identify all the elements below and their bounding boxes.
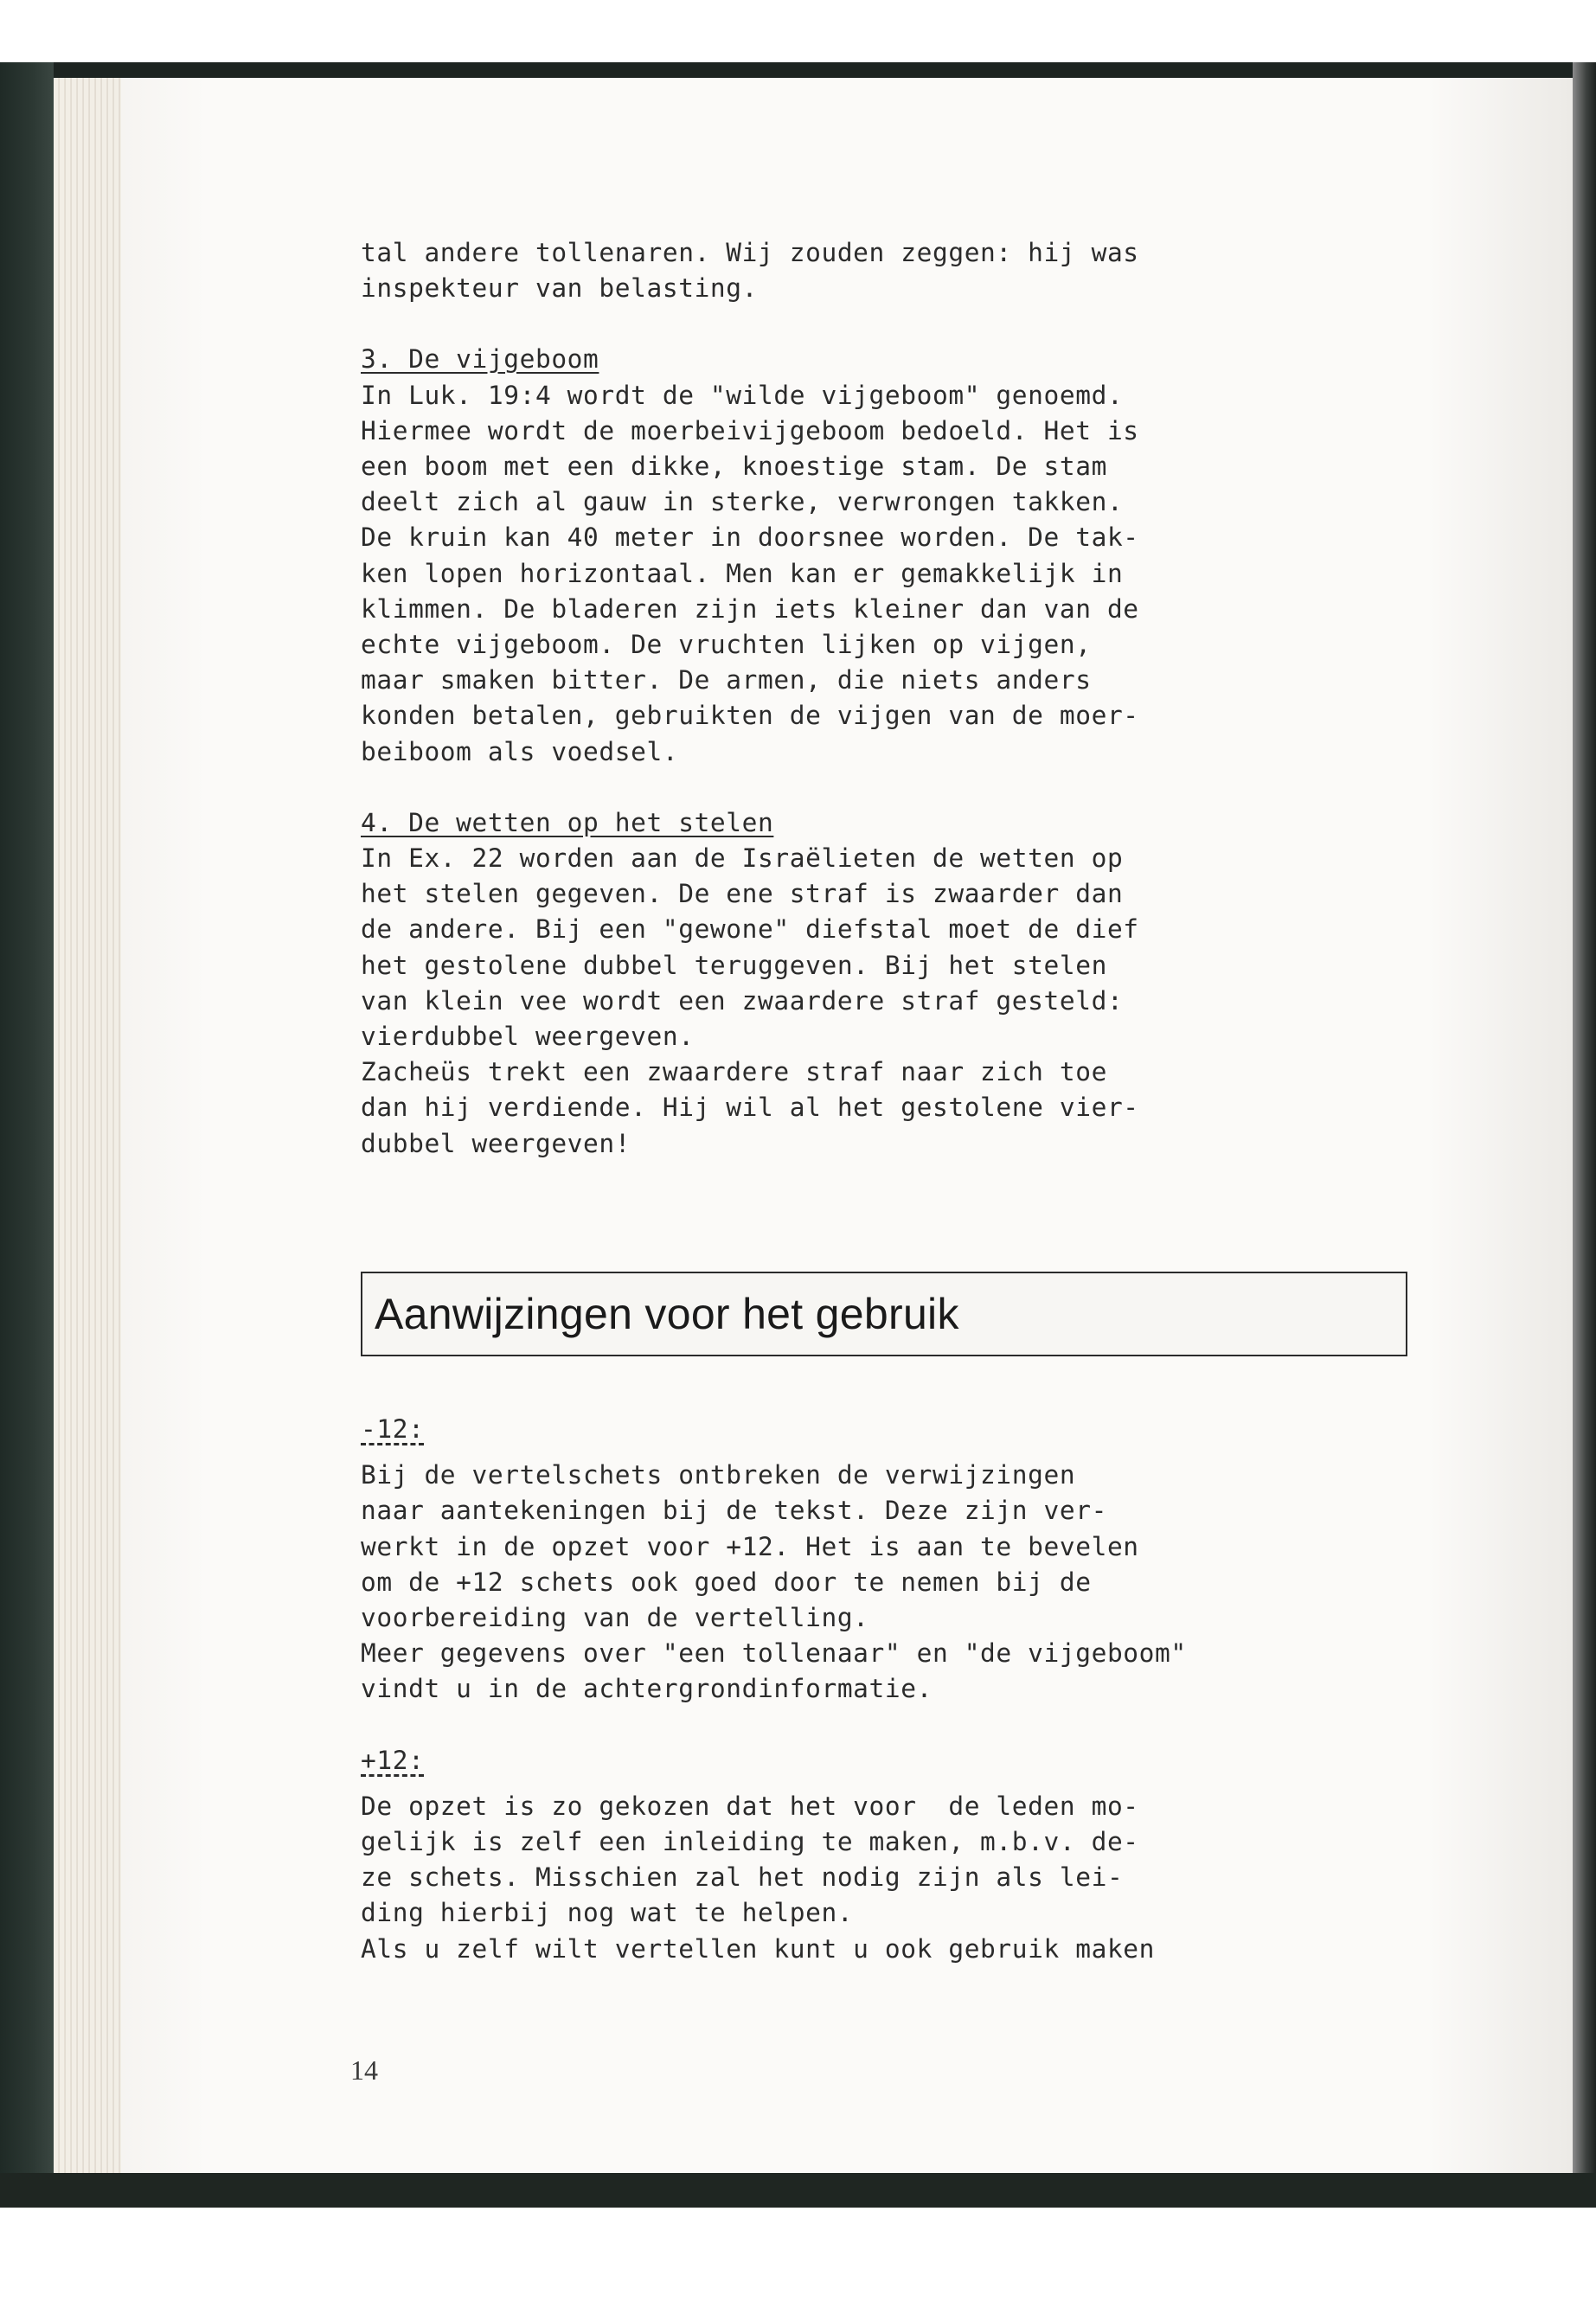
text-line: Zacheüs trekt een zwaardere straf naar zich toe	[361, 1057, 1107, 1087]
text-line: de andere. Bij een "gewone" diefstal moet de dief	[361, 914, 1139, 945]
book-binding-top	[0, 62, 1596, 78]
book-binding-right	[1573, 62, 1596, 2208]
text-line: ken lopen horizontaal. Men kan er gemakkelijk in	[361, 558, 1124, 588]
section-header-box	[361, 1272, 1407, 1356]
text-line: Als u zelf wilt vertellen kunt u ook gebruik maken	[361, 1933, 1156, 1964]
text-line: vierdubbel weergeven.	[361, 1022, 695, 1052]
text-line: voorbereiding van de vertelling.	[361, 1603, 869, 1633]
paragraph-gap	[361, 306, 1485, 342]
text-line: werkt in de opzet voor +12. Het is aan te bevelen	[361, 1531, 1139, 1561]
text-line: naar aantekeningen bij de tekst. Deze zijn ver-	[361, 1496, 1107, 1526]
text-line: gelijk is zelf een inleiding te maken, m.b.v. de-	[361, 1827, 1139, 1857]
text-line: dubbel weergeven!	[361, 1128, 631, 1158]
text-line: vindt u in de achtergrondinformatie.	[361, 1674, 933, 1704]
book-binding-bottom	[0, 2173, 1596, 2208]
text-line: echte vijgeboom. De vruchten lijken op vijgen,	[361, 630, 1092, 660]
text-line: het gestolene dubbel teruggeven. Bij het stelen	[361, 950, 1107, 980]
text-line: maar smaken bitter. De armen, die niets anders	[361, 665, 1092, 695]
text-line: De opzet is zo gekozen dat het voor de leden mo-	[361, 1791, 1139, 1821]
text-line: dan hij verdiende. Hij wil al het gestolene vier-	[361, 1093, 1139, 1123]
text-line: klimmen. De bladeren zijn iets kleiner dan van de	[361, 593, 1139, 624]
text-line: ze schets. Misschien zal het nodig zijn als lei-	[361, 1862, 1124, 1893]
paragraph-gap	[361, 770, 1485, 805]
text-column-bottom	[361, 1412, 1485, 1967]
text-line: konden betalen, gebruikten de vijgen van de moer-	[361, 701, 1139, 731]
page-edges	[54, 78, 121, 2173]
text-column-top	[361, 235, 1485, 1162]
text-line: Meer gegevens over "een tollenaar" en "de vijgeboom"	[361, 1638, 1187, 1669]
text-line: In Ex. 22 worden aan de Israëlieten de wetten op	[361, 843, 1124, 874]
text-line: een boom met een dikke, knoestige stam. De stam	[361, 452, 1107, 482]
subsection-heading: 3. De vijgeboom	[361, 344, 599, 375]
page-number: 14	[350, 2054, 378, 2086]
note-label: -12:	[361, 1414, 425, 1444]
text-line: deelt zich al gauw in sterke, verwrongen takken.	[361, 487, 1124, 517]
note-label: +12:	[361, 1745, 425, 1775]
text-line: beiboom als voedsel.	[361, 736, 679, 766]
paragraph-gap	[361, 1708, 1485, 1743]
book-binding-left	[0, 62, 54, 2190]
text-line: ding hierbij nog wat te helpen.	[361, 1898, 854, 1928]
text-line: tal andere tollenaren. Wij zouden zeggen: hij was	[361, 238, 1139, 267]
text-line: inspekteur van belasting.	[361, 273, 759, 304]
text-line: van klein vee wordt een zwaardere straf gesteld:	[361, 985, 1124, 1016]
text-line: In Luk. 19:4 wordt de "wilde vijgeboom" genoemd.	[361, 380, 1124, 410]
text-line: het stelen gegeven. De ene straf is zwaarder dan	[361, 879, 1124, 909]
text-line: Hiermee wordt de moerbeivijgeboom bedoeld. Het is	[361, 415, 1139, 445]
section-title: Aanwijzingen voor het gebruik	[375, 1290, 959, 1338]
text-line: Bij de vertelschets ontbreken de verwijzingen	[361, 1460, 1076, 1490]
text-line: De kruin kan 40 meter in doorsnee worden. De tak-	[361, 522, 1139, 553]
subsection-heading: 4. De wetten op het stelen	[361, 807, 774, 837]
text-line: om de +12 schets ook goed door te nemen bij de	[361, 1567, 1092, 1597]
